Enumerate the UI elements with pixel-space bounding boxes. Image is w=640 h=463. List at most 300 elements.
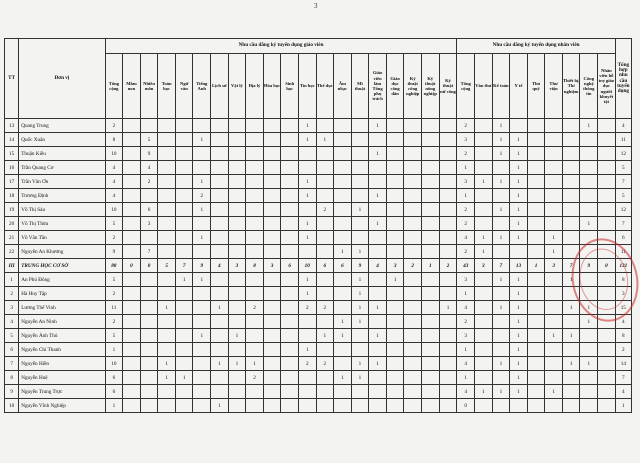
table-row <box>5 385 632 399</box>
teacher-cell <box>158 245 176 259</box>
teacher-cell: 1 <box>175 273 193 287</box>
teacher-cell <box>422 371 440 385</box>
teacher-cell <box>123 273 141 287</box>
teacher-cell <box>369 287 387 301</box>
teacher-cell: 1 <box>228 357 246 371</box>
staff-cell <box>527 133 545 147</box>
table-row <box>5 147 632 161</box>
staff-cell <box>562 119 580 133</box>
teacher-cell <box>193 385 211 399</box>
teacher-cell: 1 <box>334 315 352 329</box>
teacher-cell: 1 <box>369 119 387 133</box>
staff-cell <box>545 119 563 133</box>
table-row <box>5 245 632 259</box>
teacher-cell <box>140 315 158 329</box>
teacher-cell: 6 <box>316 259 334 273</box>
staff-cell <box>598 371 616 385</box>
staff-cell <box>527 175 545 189</box>
staff-cell <box>527 203 545 217</box>
table-row <box>5 189 632 203</box>
staff-cell <box>598 203 616 217</box>
teacher-cell <box>422 231 440 245</box>
teacher-cell <box>263 357 281 371</box>
staff-cell <box>492 189 510 203</box>
staff-cell <box>545 161 563 175</box>
teacher-cell <box>316 287 334 301</box>
teacher-cell <box>193 217 211 231</box>
staff-cell: 13 <box>510 259 528 273</box>
table-row <box>5 343 632 357</box>
teacher-cell <box>316 119 334 133</box>
grand-total-cell: 7 <box>615 371 631 385</box>
row-unit-name: Nguyễn Chí Thanh <box>19 343 105 357</box>
teacher-cell <box>404 119 422 133</box>
row-unit-name: Hà Huy Tập <box>19 287 105 301</box>
teacher-cell <box>123 217 141 231</box>
teacher-cell <box>386 203 404 217</box>
teacher-cell <box>263 301 281 315</box>
teacher-cell <box>386 301 404 315</box>
teacher-cell <box>140 329 158 343</box>
teacher-cell <box>369 161 387 175</box>
teacher-cell <box>228 385 246 399</box>
teacher-cell <box>351 231 369 245</box>
row-unit-name: Nguyễn Ảnh Thủ <box>19 329 105 343</box>
row-tt: 5 <box>5 329 19 343</box>
staff-cell <box>475 133 493 147</box>
grand-total-cell: 8 <box>615 329 631 343</box>
teacher-cell: 2 <box>246 371 264 385</box>
teacher-cell <box>263 133 281 147</box>
teacher-cell <box>193 315 211 329</box>
teacher-cell <box>422 217 440 231</box>
teacher-cell <box>298 315 316 329</box>
teacher-cell <box>246 189 264 203</box>
staff-cell <box>598 161 616 175</box>
header-staff-col: Thủ quỹ <box>527 54 545 119</box>
staff-cell <box>492 287 510 301</box>
teacher-cell <box>386 217 404 231</box>
staff-cell <box>598 329 616 343</box>
header-teacher-col: Địa lý <box>246 54 264 119</box>
teacher-cell <box>175 399 193 413</box>
teacher-cell <box>422 119 440 133</box>
teacher-cell <box>281 147 299 161</box>
teacher-cell <box>386 133 404 147</box>
teacher-cell <box>228 399 246 413</box>
teacher-cell <box>369 399 387 413</box>
staff-cell: 1 <box>510 175 528 189</box>
staff-cell <box>598 189 616 203</box>
teacher-cell <box>386 147 404 161</box>
teacher-cell <box>123 301 141 315</box>
staff-cell <box>527 119 545 133</box>
teacher-cell <box>281 329 299 343</box>
teacher-cell <box>369 231 387 245</box>
teacher-cell: 1 <box>211 301 229 315</box>
teacher-cell <box>422 147 440 161</box>
staff-cell <box>527 329 545 343</box>
teacher-cell <box>123 399 141 413</box>
teacher-cell <box>211 385 229 399</box>
row-tt: 3 <box>5 301 19 315</box>
teacher-cell: 1 <box>158 357 176 371</box>
teacher-cell: 2 <box>404 259 422 273</box>
staff-cell: 1 <box>492 133 510 147</box>
staff-cell: 4 <box>457 385 475 399</box>
teacher-cell <box>422 161 440 175</box>
row-tt: 8 <box>5 371 19 385</box>
teacher-cell <box>123 161 141 175</box>
teacher-cell <box>140 371 158 385</box>
teacher-cell <box>140 343 158 357</box>
recruitment-table <box>4 38 632 413</box>
teacher-cell <box>193 301 211 315</box>
teacher-cell <box>422 385 440 399</box>
teacher-cell: 6 <box>140 203 158 217</box>
grand-total-cell: 15 <box>615 301 631 315</box>
teacher-cell <box>298 161 316 175</box>
teacher-cell <box>404 133 422 147</box>
teacher-cell <box>175 385 193 399</box>
grand-total-cell: 5 <box>615 189 631 203</box>
teacher-cell <box>439 357 457 371</box>
teacher-cell <box>263 315 281 329</box>
teacher-cell <box>334 287 352 301</box>
teacher-cell <box>422 203 440 217</box>
teacher-cell <box>211 273 229 287</box>
teacher-cell: 2 <box>105 119 123 133</box>
teacher-cell <box>334 273 352 287</box>
teacher-cell <box>228 301 246 315</box>
teacher-cell <box>404 399 422 413</box>
table-row <box>5 371 632 385</box>
staff-cell <box>598 399 616 413</box>
teacher-cell <box>123 315 141 329</box>
teacher-cell <box>386 231 404 245</box>
row-tt: 16 <box>5 161 19 175</box>
teacher-cell <box>158 399 176 413</box>
staff-cell <box>545 301 563 315</box>
teacher-cell <box>298 399 316 413</box>
teacher-cell <box>175 147 193 161</box>
teacher-cell: 5 <box>105 329 123 343</box>
teacher-cell: 1 <box>298 119 316 133</box>
staff-cell <box>475 399 493 413</box>
staff-cell: 1 <box>457 371 475 385</box>
teacher-cell <box>334 147 352 161</box>
teacher-cell <box>263 231 281 245</box>
teacher-cell: 5 <box>140 133 158 147</box>
header-staff-col: Công nghệ thông tin <box>580 54 598 119</box>
teacher-cell <box>246 385 264 399</box>
staff-cell <box>492 245 510 259</box>
teacher-cell <box>369 371 387 385</box>
staff-cell: 1 <box>492 385 510 399</box>
teacher-cell <box>334 119 352 133</box>
teacher-cell <box>334 385 352 399</box>
teacher-cell <box>281 133 299 147</box>
grand-total-cell: 12 <box>615 203 631 217</box>
staff-cell: 3 <box>545 259 563 273</box>
teacher-cell <box>404 343 422 357</box>
grand-total-cell: 11 <box>615 133 631 147</box>
teacher-cell: 10 <box>298 259 316 273</box>
teacher-cell: 1 <box>158 301 176 315</box>
teacher-cell: 10 <box>105 357 123 371</box>
teacher-cell: 1 <box>175 371 193 385</box>
teacher-cell <box>298 385 316 399</box>
teacher-cell: 1 <box>369 217 387 231</box>
row-tt: 1 <box>5 273 19 287</box>
staff-cell <box>527 161 545 175</box>
teacher-cell <box>334 203 352 217</box>
staff-cell: 1 <box>510 371 528 385</box>
teacher-cell <box>246 315 264 329</box>
teacher-cell <box>140 385 158 399</box>
teacher-cell: 5 <box>105 217 123 231</box>
teacher-cell <box>263 273 281 287</box>
grand-total-cell: 3 <box>615 287 631 301</box>
staff-cell: 3 <box>457 133 475 147</box>
teacher-cell <box>158 203 176 217</box>
teacher-cell <box>281 371 299 385</box>
staff-cell: 3 <box>457 273 475 287</box>
staff-cell <box>475 189 493 203</box>
staff-cell: 1 <box>510 161 528 175</box>
teacher-cell: 2 <box>246 301 264 315</box>
teacher-cell <box>263 147 281 161</box>
staff-cell <box>527 385 545 399</box>
teacher-cell <box>316 175 334 189</box>
staff-cell: 1 <box>492 357 510 371</box>
teacher-cell: 1 <box>386 273 404 287</box>
staff-cell: 1 <box>457 161 475 175</box>
teacher-cell <box>263 189 281 203</box>
teacher-cell <box>140 287 158 301</box>
grand-total-cell: 2 <box>615 343 631 357</box>
staff-cell <box>475 147 493 161</box>
staff-cell <box>527 273 545 287</box>
teacher-cell <box>334 301 352 315</box>
teacher-cell: 5 <box>105 273 123 287</box>
section-row <box>5 259 632 273</box>
teacher-cell: 1 <box>351 315 369 329</box>
staff-cell <box>580 343 598 357</box>
table-row <box>5 231 632 245</box>
teacher-cell: 0 <box>140 259 158 273</box>
teacher-cell <box>281 217 299 231</box>
teacher-cell: 11 <box>105 301 123 315</box>
teacher-cell <box>386 245 404 259</box>
teacher-cell: 0 <box>123 259 141 273</box>
row-tt: 22 <box>5 245 19 259</box>
teacher-cell <box>246 175 264 189</box>
row-tt: 17 <box>5 175 19 189</box>
teacher-cell: 1 <box>298 189 316 203</box>
staff-cell <box>545 147 563 161</box>
staff-cell <box>475 357 493 371</box>
teacher-cell <box>439 399 457 413</box>
row-unit-name: An Phú Đông <box>19 273 105 287</box>
teacher-cell <box>158 273 176 287</box>
staff-cell: 1 <box>492 175 510 189</box>
teacher-cell: 9 <box>351 259 369 273</box>
header-teacher-col: Sinh học <box>281 54 299 119</box>
staff-cell <box>492 161 510 175</box>
teacher-cell <box>228 189 246 203</box>
row-tt: 15 <box>5 147 19 161</box>
teacher-cell <box>316 399 334 413</box>
teacher-cell <box>404 147 422 161</box>
teacher-cell <box>422 301 440 315</box>
staff-cell: 1 <box>545 329 563 343</box>
staff-cell: 1 <box>510 315 528 329</box>
teacher-cell <box>422 343 440 357</box>
grand-total-cell: 7 <box>615 217 631 231</box>
staff-cell <box>580 133 598 147</box>
teacher-cell: 3 <box>263 259 281 273</box>
teacher-cell <box>140 231 158 245</box>
teacher-cell: 1 <box>369 301 387 315</box>
teacher-cell: 5 <box>158 259 176 273</box>
teacher-cell <box>211 343 229 357</box>
teacher-cell <box>228 147 246 161</box>
staff-cell <box>598 175 616 189</box>
teacher-cell <box>158 385 176 399</box>
teacher-cell <box>158 287 176 301</box>
staff-cell: 2 <box>457 245 475 259</box>
staff-cell <box>580 161 598 175</box>
teacher-cell <box>158 189 176 203</box>
teacher-cell: 1 <box>351 301 369 315</box>
teacher-cell: 1 <box>369 189 387 203</box>
teacher-cell <box>246 119 264 133</box>
teacher-cell <box>404 217 422 231</box>
teacher-cell <box>193 399 211 413</box>
teacher-cell <box>246 287 264 301</box>
staff-cell: 1 <box>580 357 598 371</box>
staff-cell <box>545 287 563 301</box>
teacher-cell <box>298 371 316 385</box>
teacher-cell <box>246 329 264 343</box>
teacher-cell: 4 <box>369 259 387 273</box>
header-teacher-col: Toán học <box>158 54 176 119</box>
teacher-cell <box>211 119 229 133</box>
header-grand-total: Tổng hợp nhu cầu tuyển dụng <box>615 39 631 119</box>
teacher-cell <box>211 329 229 343</box>
header-staff-col: Y tế <box>510 54 528 119</box>
teacher-cell: 4 <box>211 259 229 273</box>
staff-cell: 1 <box>492 203 510 217</box>
staff-cell <box>475 203 493 217</box>
teacher-cell: 2 <box>316 357 334 371</box>
header-teacher-col: Kỹ thuật nông nghiệp <box>422 54 440 119</box>
staff-cell: 1 <box>510 357 528 371</box>
teacher-cell: 1 <box>193 203 211 217</box>
teacher-cell: 1 <box>351 273 369 287</box>
table-row <box>5 329 632 343</box>
teacher-cell: 3 <box>386 259 404 273</box>
grand-total-cell: 7 <box>615 175 631 189</box>
teacher-cell <box>158 231 176 245</box>
teacher-cell <box>246 217 264 231</box>
teacher-cell <box>351 329 369 343</box>
staff-cell <box>475 329 493 343</box>
teacher-cell: 1 <box>369 147 387 161</box>
row-unit-name: Quang Trung <box>19 119 105 133</box>
staff-cell <box>580 175 598 189</box>
teacher-cell <box>439 133 457 147</box>
teacher-cell <box>123 287 141 301</box>
teacher-cell: 1 <box>351 203 369 217</box>
teacher-cell <box>404 357 422 371</box>
teacher-cell <box>175 203 193 217</box>
teacher-cell: 1 <box>105 343 123 357</box>
row-tt: 21 <box>5 231 19 245</box>
teacher-cell: 1 <box>422 259 440 273</box>
grand-total-cell: 131 <box>615 259 631 273</box>
staff-cell <box>562 133 580 147</box>
teacher-cell <box>228 133 246 147</box>
teacher-cell: 2 <box>140 175 158 189</box>
header-staff-col: Tổng cộng <box>457 54 475 119</box>
table-row <box>5 203 632 217</box>
staff-cell: 1 <box>475 231 493 245</box>
header-tt: TT <box>5 39 19 119</box>
staff-cell: 1 <box>492 119 510 133</box>
teacher-cell <box>404 287 422 301</box>
teacher-cell: 10 <box>105 147 123 161</box>
staff-cell <box>475 273 493 287</box>
row-tt: 10 <box>5 399 19 413</box>
staff-cell <box>545 203 563 217</box>
staff-cell: 1 <box>510 385 528 399</box>
teacher-cell: 1 <box>298 133 316 147</box>
grand-total-cell: 1 <box>615 399 631 413</box>
header-teacher-col: Mĩ thuật <box>351 54 369 119</box>
staff-cell: 3 <box>457 175 475 189</box>
teacher-cell <box>123 147 141 161</box>
teacher-cell <box>263 161 281 175</box>
teacher-cell: 9 <box>193 259 211 273</box>
teacher-cell <box>298 329 316 343</box>
teacher-cell <box>334 175 352 189</box>
teacher-cell: 9 <box>105 245 123 259</box>
staff-cell <box>492 217 510 231</box>
staff-cell <box>492 399 510 413</box>
teacher-cell: 1 <box>228 329 246 343</box>
staff-cell <box>545 399 563 413</box>
teacher-cell <box>193 357 211 371</box>
teacher-cell: 1 <box>351 357 369 371</box>
teacher-cell <box>404 231 422 245</box>
header-teacher-col: Tổng cộng <box>105 54 123 119</box>
teacher-cell <box>246 399 264 413</box>
teacher-cell: 1 <box>351 245 369 259</box>
staff-cell <box>545 343 563 357</box>
staff-cell: 1 <box>510 273 528 287</box>
teacher-cell <box>334 189 352 203</box>
staff-cell: 1 <box>510 147 528 161</box>
teacher-cell: 3 <box>140 217 158 231</box>
teacher-cell <box>158 119 176 133</box>
staff-cell <box>598 217 616 231</box>
teacher-cell <box>123 133 141 147</box>
row-tt: 13 <box>5 119 19 133</box>
teacher-cell <box>386 371 404 385</box>
teacher-cell <box>263 203 281 217</box>
